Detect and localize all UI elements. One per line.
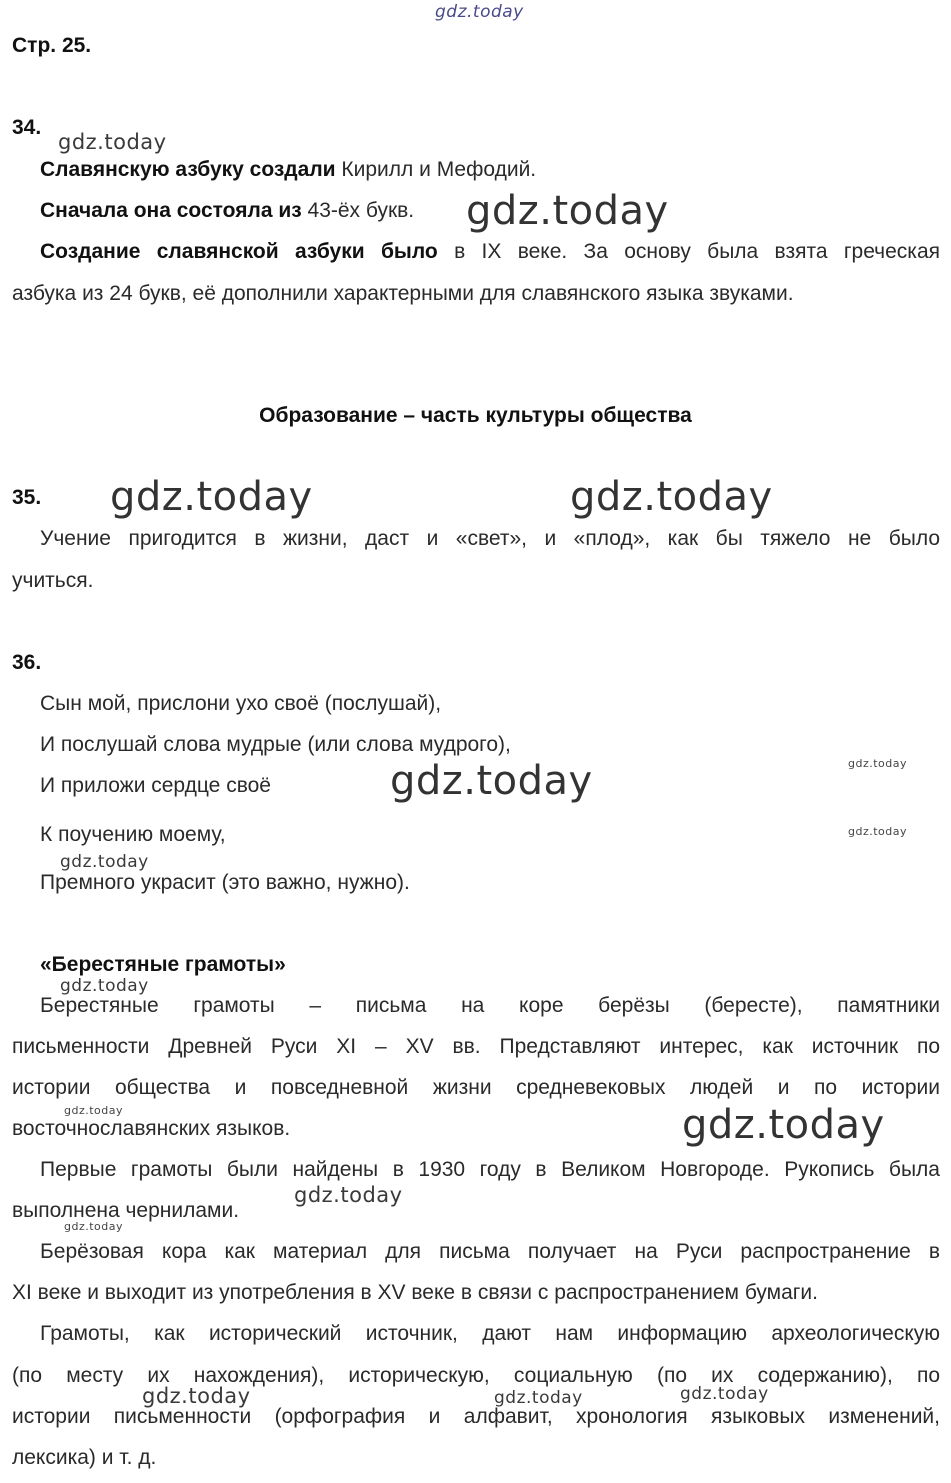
birch-p1-line-2: письменности Древней Руси XI – XV вв. Представляют интерес, как источник по bbox=[12, 1035, 940, 1058]
task-34-number: 34. bbox=[12, 116, 42, 139]
task-34-line-2-rest: 43-ёх букв. bbox=[301, 199, 415, 222]
poem-line-5: Премного украсит (это важно, нужно). bbox=[40, 871, 410, 894]
watermark: gdz.today bbox=[58, 130, 167, 154]
watermark: gdz.today bbox=[848, 825, 908, 838]
watermark: gdz.today bbox=[390, 758, 593, 804]
birch-bark-title: «Берестяные грамоты» bbox=[40, 953, 286, 976]
birch-p4-line-1: Грамоты, как исторический источник, дают нам информацию археологическую bbox=[40, 1322, 940, 1345]
poem-line-4: К поучению моему, bbox=[40, 823, 226, 846]
poem-line-2: И послушай слова мудрые (или слова мудрого), bbox=[40, 733, 511, 756]
page-header: Стр. 25. bbox=[12, 34, 92, 57]
watermark: gdz.today bbox=[570, 474, 773, 520]
birch-p2-line-2: выполнена чернилами. bbox=[12, 1199, 240, 1222]
watermark: gdz.today bbox=[466, 188, 669, 234]
task-34-line-1-rest: Кирилл и Мефодий. bbox=[335, 158, 537, 181]
watermark-top: gdz.today bbox=[435, 2, 524, 22]
watermark: gdz.today bbox=[64, 1104, 124, 1117]
poem-line-1: Сын мой, прислони ухо своё (послушай), bbox=[40, 692, 442, 715]
task-34-line-2 bbox=[40, 199, 414, 223]
task-35-number: 35. bbox=[12, 486, 42, 509]
watermark: gdz.today bbox=[60, 852, 149, 872]
watermark: gdz.today bbox=[294, 1183, 403, 1207]
task-35-line-1: Учение пригодится в жизни, даст и «свет», и «плод», как бы тяжело не было bbox=[40, 527, 940, 550]
task-34-line-2-bold: Сначала она состояла из bbox=[40, 199, 302, 222]
watermark: gdz.today bbox=[64, 1220, 124, 1233]
task-34-line-4: азбука из 24 букв, её дополнили характерными для славянского языка звуками. bbox=[12, 282, 794, 305]
birch-p1-line-1: Берестяные грамоты – письма на коре берёзы (бересте), памятники bbox=[40, 994, 940, 1017]
task-34-line-3-rest: в IX веке. За основу была взята греческая bbox=[437, 240, 940, 263]
birch-p3-line-1: Берёзовая кора как материал для письма получает на Руси распространение в bbox=[40, 1240, 940, 1263]
birch-p2-line-1: Первые грамоты были найдены в 1930 году в Великом Новгороде. Рукопись была bbox=[40, 1158, 940, 1181]
watermark: gdz.today bbox=[60, 976, 149, 996]
birch-p4-line-4: лексика) и т. д. bbox=[12, 1446, 157, 1469]
birch-p1-line-3: истории общества и повседневной жизни средневековых людей и по истории bbox=[12, 1076, 940, 1099]
watermark: gdz.today bbox=[494, 1388, 583, 1408]
watermark: gdz.today bbox=[680, 1384, 769, 1404]
task-34-line-1-bold: Славянскую азбуку создали bbox=[40, 158, 336, 181]
section-title: Образование – часть культуры общества bbox=[259, 404, 692, 427]
task-34-line-3-bold: Создание славянской азбуки было bbox=[40, 240, 438, 263]
birch-p4-line-3: истории письменности (орфография и алфавит, хронология языковых изменений, bbox=[12, 1405, 940, 1428]
poem-line-3: И приложи сердце своё bbox=[40, 774, 271, 797]
watermark: gdz.today bbox=[682, 1102, 885, 1148]
birch-p4-line-2: (по месту их нахождения), историческую, социальную (по их содержанию), по bbox=[12, 1364, 940, 1387]
task-34-line-3 bbox=[40, 240, 940, 264]
watermark: gdz.today bbox=[848, 757, 908, 770]
birch-p3-line-2: XI веке и выходит из употребления в XV веке в связи с распространением бумаги. bbox=[12, 1281, 818, 1304]
task-36-number: 36. bbox=[12, 651, 42, 674]
watermark: gdz.today bbox=[142, 1384, 251, 1408]
birch-p1-line-4: восточнославянских языков. bbox=[12, 1117, 291, 1140]
task-34-line-1 bbox=[40, 158, 536, 182]
task-35-line-2: учиться. bbox=[12, 569, 94, 592]
watermark: gdz.today bbox=[110, 474, 313, 520]
